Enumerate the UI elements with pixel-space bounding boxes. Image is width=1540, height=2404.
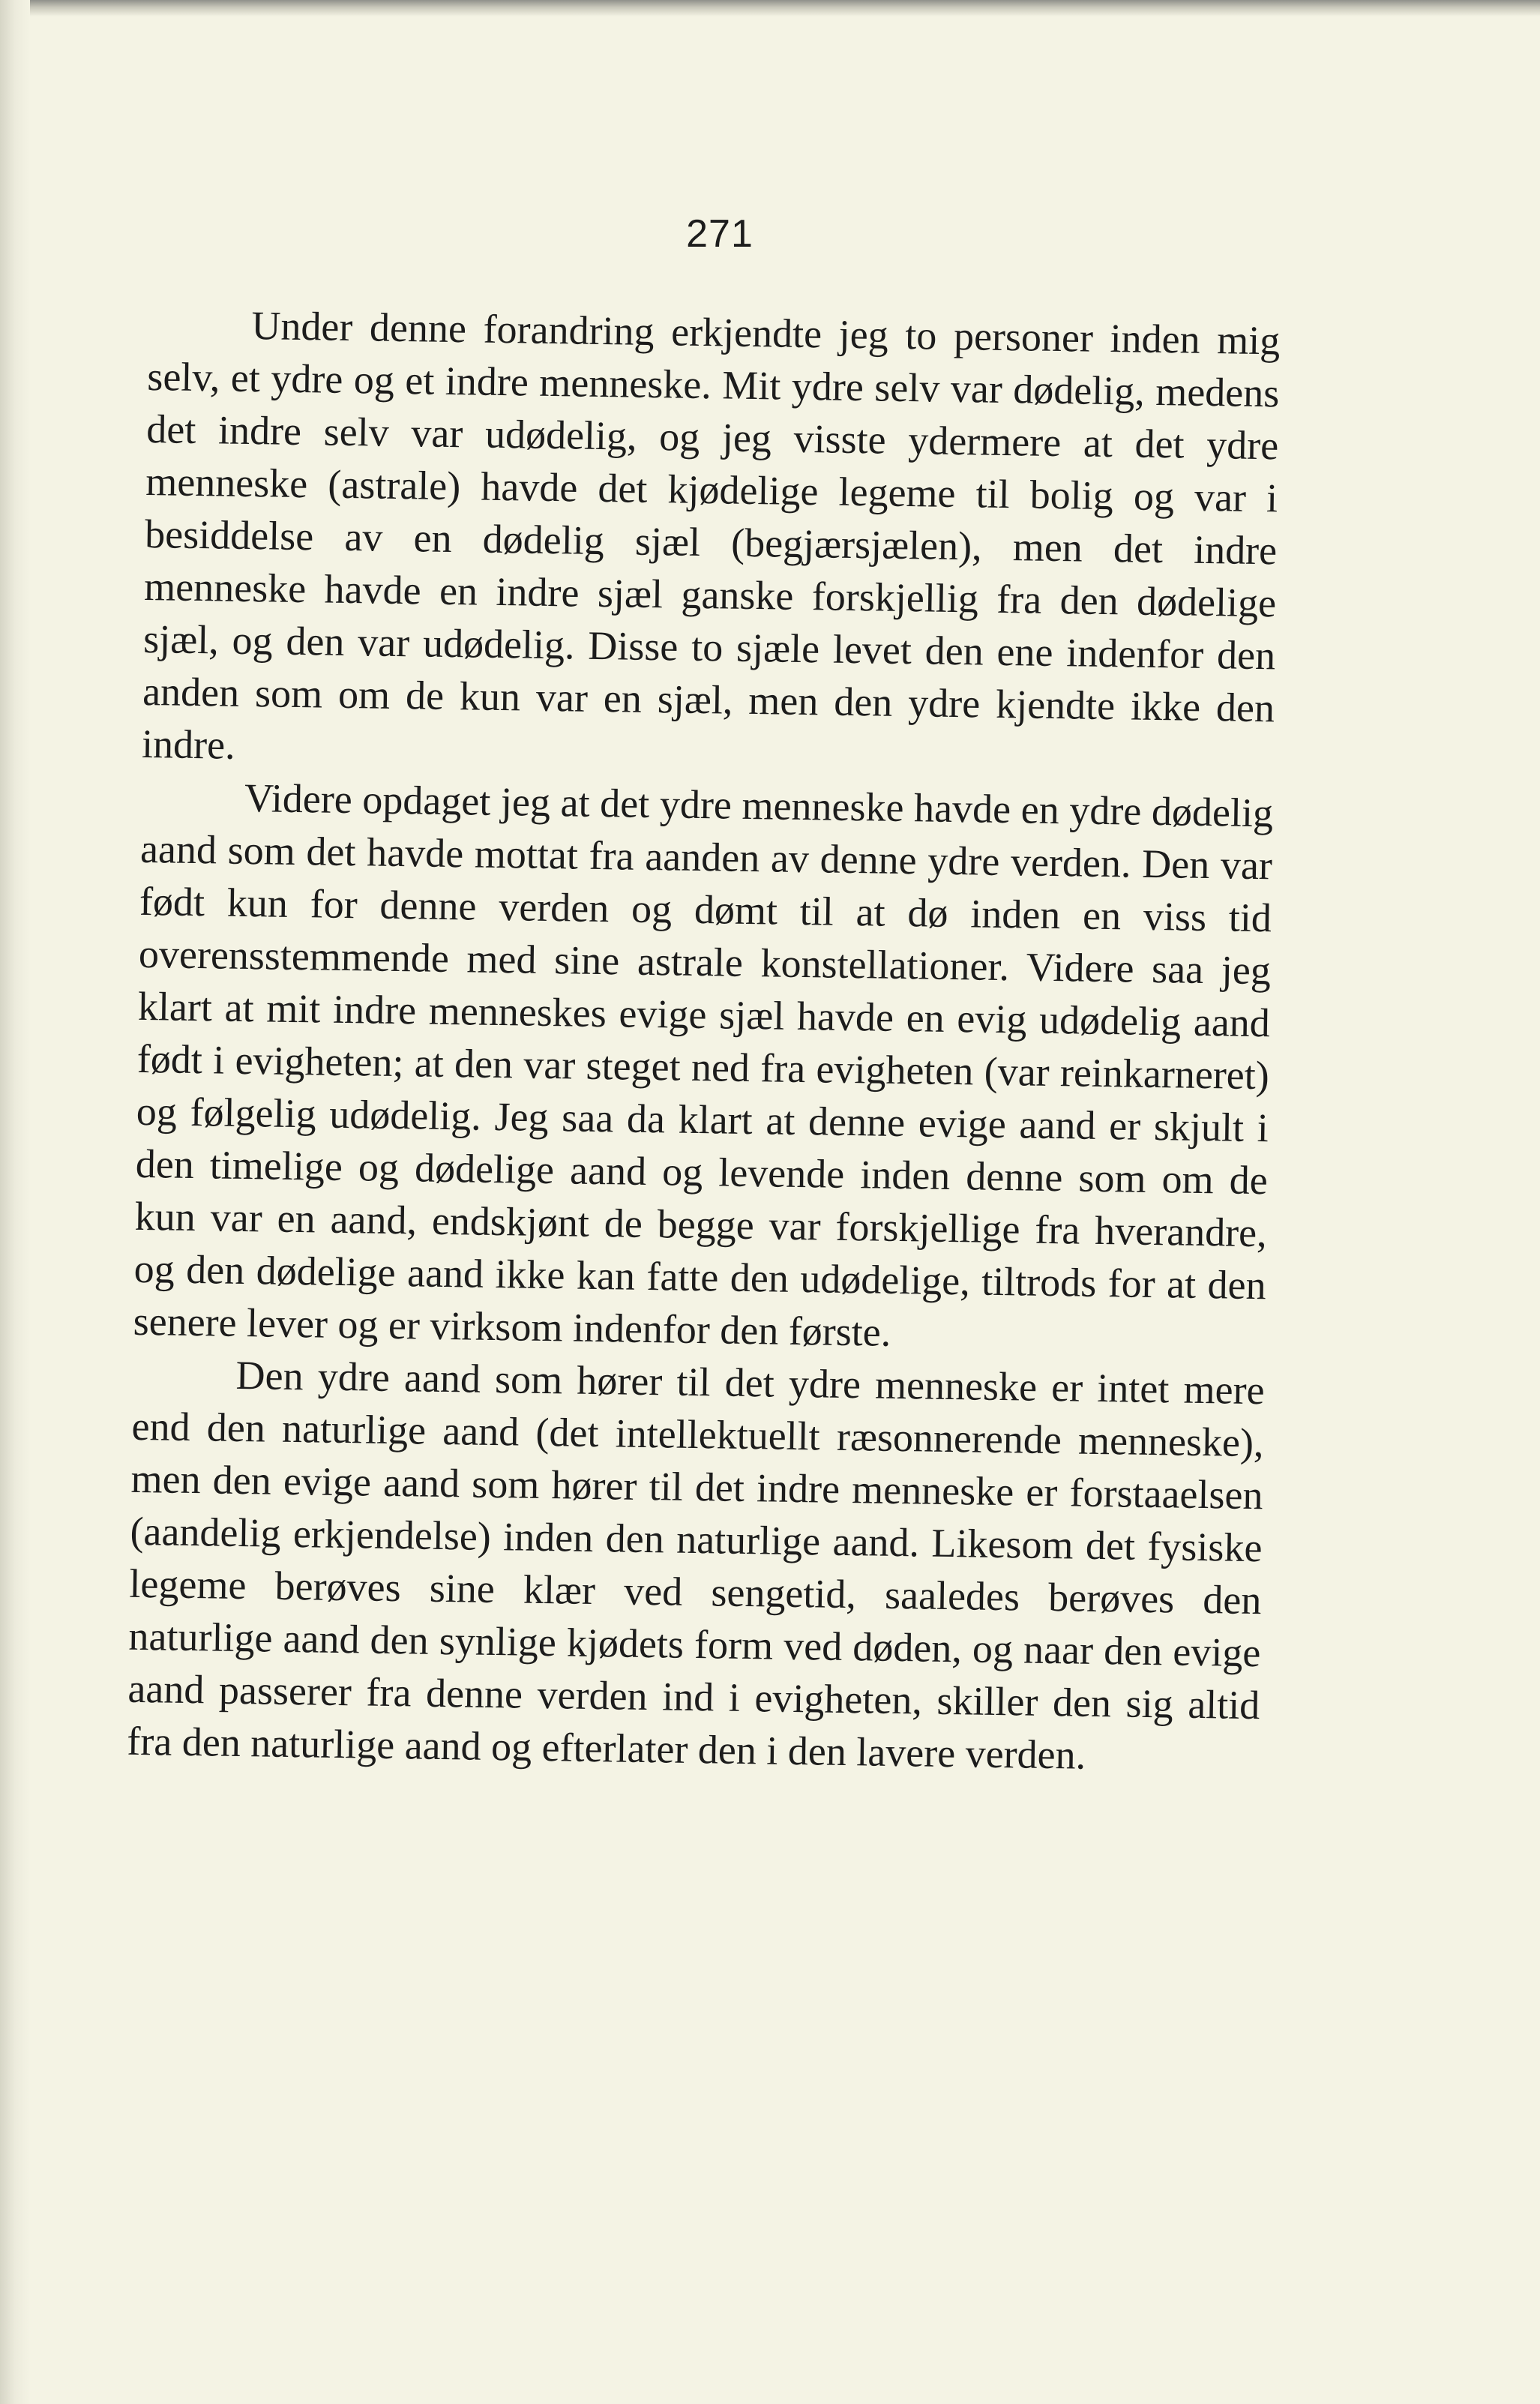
page-number: 271 [686,212,754,256]
scan-top-edge [0,0,1540,16]
paragraph-3: Den ydre aand som hører til det ydre menneske er intet mere end den naturlige aand (det intellektuellt ræsonnerende menneske), men den evige aand som hører til det indre menneske er forstaaelsen (aandelig erkjendelse) inden den naturlige aand. Likesom det fysiske legeme berøves sine klær ved sengetid, saaledes berøves den naturlige aand den synlige kjødets form ved døden, og naar den evige aand passerer fra denne verden ind i evigheten, skiller den sig altid fra den naturlige aand og efterlater den i den lavere verden. [126,1352,1265,1778]
paragraph-1: Under denne forandring erkjendte jeg to personer inden mig selv, et ydre og et indre menneske. Mit ydre selv var dødelig, medens det indre selv var udødelig, og jeg visste ydermere at det ydre menneske (astrale) havde det kjødelige legeme til bolig og var i besiddelse av en dødelig sjæl (begjærsjælen), men det indre menneske havde en indre sjæl ganske forskjellig fra den dødelige sjæl, og den var udødelig. Disse to sjæle levet den ene indenfor den anden som om de kun var en sjæl, men den ydre kjendte ikke den indre. [141,303,1281,768]
body-text [127,298,1281,1784]
scan-left-edge [0,0,30,2404]
paragraph-2: Videre opdaget jeg at det ydre menneske havde en ydre dødelig aand som det havde mottat fra aanden av denne ydre verden. Den var født kun for denne verden og dømt til at dø inden en viss tid overensstemmende med sine astrale konstellationer. Videre saa jeg klart at mit indre menneskes evige sjæl havde en evig udødelig aand født i evigheten; at den var steget ned fra evigheten (var reinkarneret) og følgelig udødelig. Jeg saa da klart at denne evige aand er skjult i den timelige og dødelige aand og levende inden denne som om de kun var en aand, endskjønt de begge var forskjellige fra hverandre, og den dødelige aand ikke kan fatte den udødelige, tiltrods for at den senere lever og er virksom indenfor den første. [133,775,1274,1355]
